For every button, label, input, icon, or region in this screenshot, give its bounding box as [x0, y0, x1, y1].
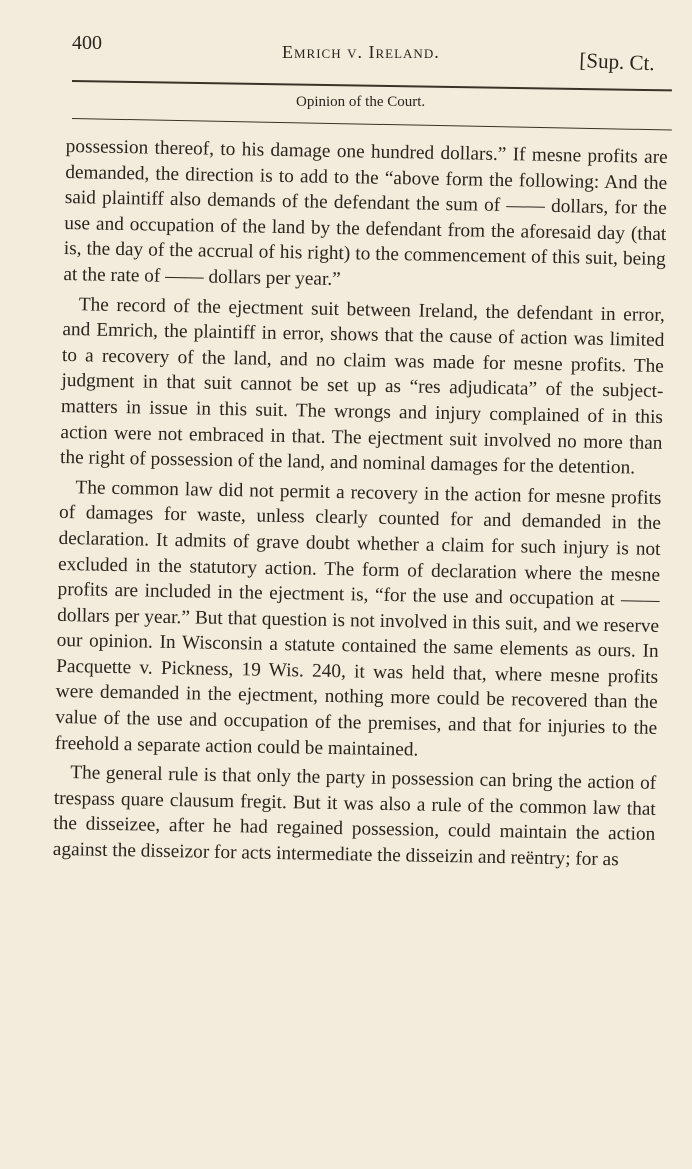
- paragraph: The general rule is that only the party in possession can bring the action of trespass quare clausum fregit. But it was also a rule of the common law that the disseizee, after he had regained possession, could maintain the action against the disseizor for acts intermediate the disseizin and reëntry; for as: [52, 762, 657, 871]
- opinion-text: [53, 134, 668, 874]
- paragraph: The record of the ejectment suit between Ireland, the defendant in error, and Emrich, the plaintiff in error, shows that the cause of action was limited to a recovery of the land, and no claim was made for mesne profits. The judgment in that suit cannot be set up as “res adjudicata” of the subject-matters in issue in this suit. The wrongs and injury complained of in this action were not embraced in that. The ejectment suit involved no more than the right of possession of the land, and nominal damages for the detention.: [59, 293, 665, 479]
- running-title: Emrich v. Ireland.: [282, 42, 440, 62]
- section-heading: Opinion of the Court.: [296, 94, 426, 110]
- paragraph: The common law did not permit a recovery in the action for mesne profits of damages for waste, unless clearly counted for and demanded in the declaration. It admits of grave doubt whether a claim for such injury is not excluded in the statutory action. The form of declaration where the mesne profits are included in the ejectment is, “for the use and occupation at —— dollars per year.” But that question is not involved in this suit, and we reserve our opinion. In Wisconsin a statute contained the same elements as ours. In Pacquette v. Pickness, 19 Wis. 240, it was held that, where mesne profits were demanded in the ejectment, nothing more could be recovered than the value of the use and occupation of the premises, and that for injuries to the freehold a separate action could be maintained.: [54, 476, 662, 761]
- page-number: 400: [72, 32, 102, 54]
- section-rule: [72, 118, 672, 131]
- header-rule: [72, 80, 672, 91]
- court-label: [Sup. Ct.: [578, 48, 656, 76]
- paragraph: possession thereof, to his damage one hundred dollars.” If mesne profits are demanded, the direction is to add to the “above form the following: And the said plaintiff also demands of the defendant the sum of —— dollars, for the use and occupation of the land by the defendant from the aforesaid day (that is, the day of the accrual of his right) to the commencement of this suit, being at the rate of —— dollars per year.”: [63, 135, 668, 291]
